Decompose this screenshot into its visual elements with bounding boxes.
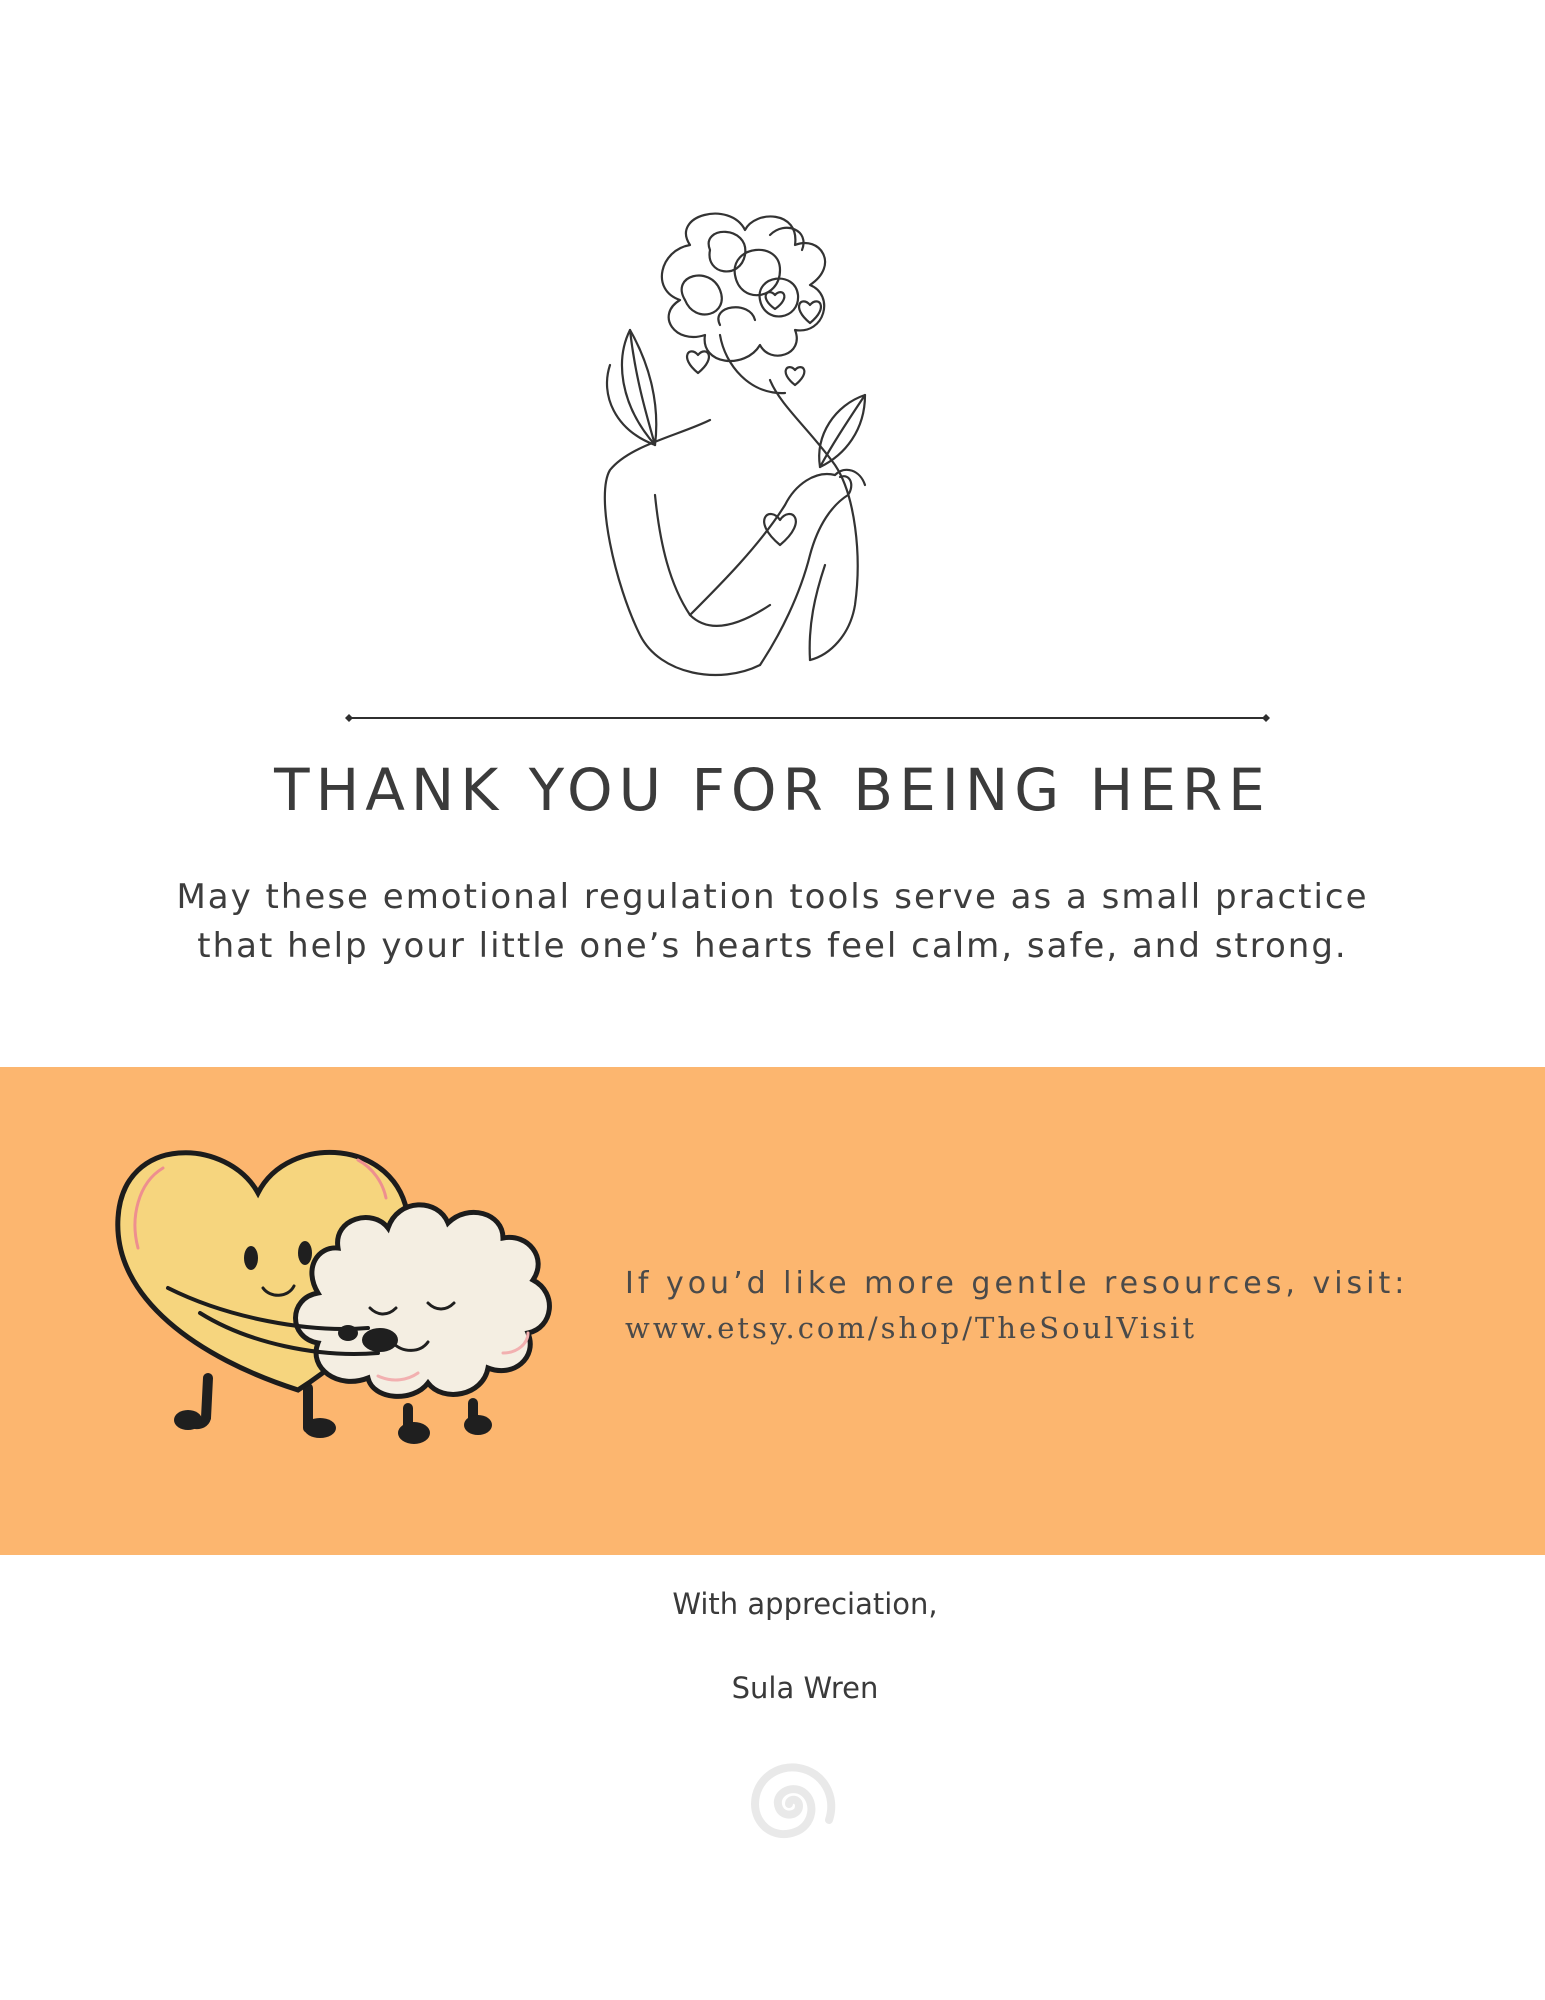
page-title: THANK YOU FOR BEING HERE	[274, 756, 1271, 824]
resources-lead: If you’d like more gentle resources, visit:	[625, 1266, 1409, 1301]
heart-hugging-cloud-icon	[108, 1128, 583, 1448]
intro-line-2: that help your little one’s hearts feel calm, safe, and strong.	[197, 926, 1348, 966]
resources-note	[625, 1262, 1505, 1350]
spiral-logo-icon	[733, 1752, 845, 1856]
signoff-text: With appreciation,	[672, 1587, 938, 1621]
self-hug-figure-icon	[570, 205, 900, 685]
shop-link[interactable]: www.etsy.com/shop/TheSoulVisit	[625, 1311, 1197, 1345]
divider-line	[345, 712, 1270, 724]
author-name: Sula Wren	[731, 1671, 879, 1705]
intro-line-1: May these emotional regulation tools serve as a small practice	[176, 877, 1369, 917]
intro-text	[120, 873, 1425, 971]
